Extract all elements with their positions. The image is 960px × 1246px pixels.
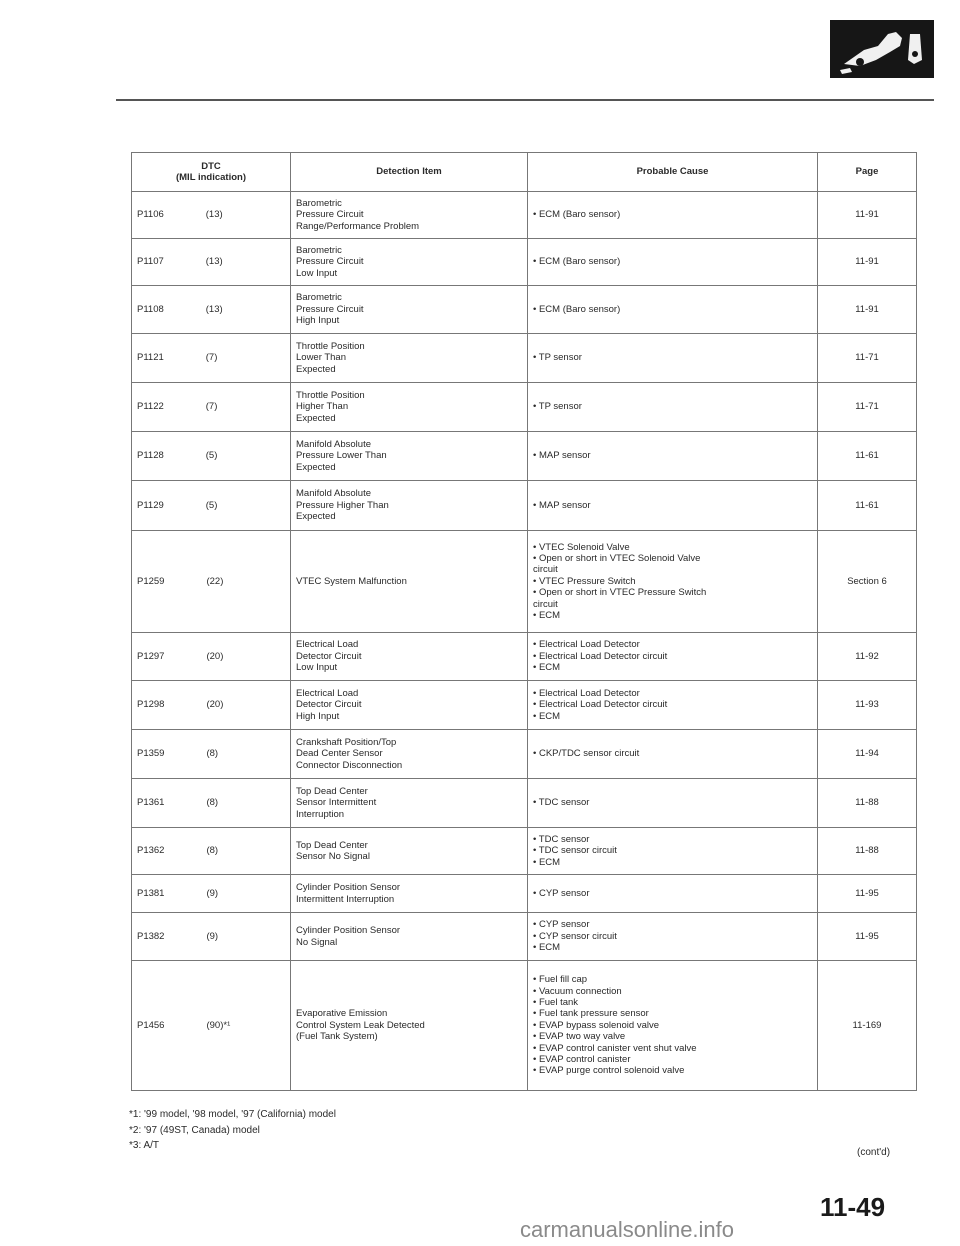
page-ref: 11-88: [818, 779, 917, 828]
table-row: [132, 913, 917, 961]
page-number: 11-49: [820, 1192, 886, 1222]
probable-cause: • Electrical Load Detector • Electrical Load Detector circuit • ECM: [528, 681, 818, 730]
mil-indication: (5): [205, 450, 218, 462]
table-row: [132, 383, 917, 432]
footnote: *1: '99 model, '98 model, '97 (California) model: [129, 1109, 336, 1120]
detection-item: Electrical Load Detector Circuit Low Input: [291, 633, 528, 681]
page-ref: 11-169: [818, 961, 917, 1091]
probable-cause: • MAP sensor: [528, 481, 818, 531]
probable-cause: • CYP sensor • CYP sensor circuit • ECM: [528, 913, 818, 961]
dtc-code: P1297: [137, 650, 165, 662]
dtc-cell: [132, 432, 291, 481]
probable-cause: • Fuel fill cap • Vacuum connection • Fuel tank • Fuel tank pressure sensor • EVAP bypass solenoid valve • EVAP two way valve • EVAP control canister vent shut valve • EVAP control canister • EVAP purge control solenoid valve: [528, 961, 818, 1091]
probable-cause: • TP sensor: [528, 334, 818, 383]
table-header-row: [132, 153, 917, 192]
dtc-code: P1121: [137, 352, 164, 364]
footnotes: [129, 1107, 336, 1154]
header-detection-item: Detection Item: [291, 153, 528, 192]
table-row: [132, 633, 917, 681]
watermark: carmanualsonline.info: [520, 1217, 735, 1242]
probable-cause: • VTEC Solenoid Valve • Open or short in VTEC Solenoid Valve circuit • VTEC Pressure Switch • Open or short in VTEC Pressure Switch circuit • ECM: [528, 531, 818, 633]
dtc-cell: [132, 730, 291, 779]
detection-item: Crankshaft Position/Top Dead Center Sensor Connector Disconnection: [291, 730, 528, 779]
dtc-cell: [132, 961, 291, 1091]
page-ref: 11-93: [818, 681, 917, 730]
detection-item: Manifold Absolute Pressure Higher Than Expected: [291, 481, 528, 531]
detection-item: VTEC System Malfunction: [291, 531, 528, 633]
table-row: [132, 779, 917, 828]
probable-cause: • TDC sensor: [528, 779, 818, 828]
mil-indication: (20): [206, 699, 224, 711]
table-row: [132, 481, 917, 531]
detection-item: Throttle Position Higher Than Expected: [291, 383, 528, 432]
detection-item: Cylinder Position Sensor No Signal: [291, 913, 528, 961]
page-ref: 11-95: [818, 875, 917, 913]
dtc-code: P1456: [137, 1019, 165, 1031]
page-ref: 11-91: [818, 286, 917, 334]
probable-cause: • ECM (Baro sensor): [528, 239, 818, 286]
table-row: [132, 432, 917, 481]
mil-indication: (9): [206, 887, 219, 899]
page-ref: Section 6: [818, 531, 917, 633]
probable-cause: • MAP sensor: [528, 432, 818, 481]
dtc-code: P1362: [137, 845, 165, 857]
dtc-cell: [132, 531, 291, 633]
dtc-cell: [132, 192, 291, 239]
dtc-cell: [132, 913, 291, 961]
dtc-code: P1259: [137, 575, 165, 587]
probable-cause: • TP sensor: [528, 383, 818, 432]
page-ref: 11-95: [818, 913, 917, 961]
probable-cause: • CYP sensor: [528, 875, 818, 913]
table-row: [132, 286, 917, 334]
probable-cause: • Electrical Load Detector • Electrical Load Detector circuit • ECM: [528, 633, 818, 681]
page-ref: 11-71: [818, 334, 917, 383]
table-row: [132, 828, 917, 875]
dtc-code: P1129: [137, 499, 164, 511]
footnote: *2: '97 (49ST, Canada) model: [129, 1124, 260, 1136]
mil-indication: (8): [206, 748, 219, 760]
table-row: [132, 961, 917, 1091]
dtc-code: P1107: [137, 256, 164, 268]
footnote: *3: A/T: [129, 1140, 160, 1151]
continued-label: (cont'd): [857, 1147, 891, 1158]
engine-icon: [830, 20, 934, 78]
dtc-code: P1122: [137, 401, 164, 413]
detection-item: Barometric Pressure Circuit Low Input: [291, 239, 528, 286]
detection-item: Top Dead Center Sensor Intermittent Interruption: [291, 779, 528, 828]
detection-item: Top Dead Center Sensor No Signal: [291, 828, 528, 875]
dtc-code: P1298: [137, 699, 165, 711]
dtc-code: P1359: [137, 748, 165, 760]
dtc-cell: [132, 681, 291, 730]
dtc-code: P1381: [137, 887, 165, 899]
probable-cause: • TDC sensor • TDC sensor circuit • ECM: [528, 828, 818, 875]
probable-cause: • ECM (Baro sensor): [528, 192, 818, 239]
mil-indication: (22): [206, 575, 224, 587]
detection-item: Manifold Absolute Pressure Lower Than Expected: [291, 432, 528, 481]
dtc-code: P1108: [137, 303, 164, 315]
page-ref: 11-91: [818, 192, 917, 239]
mil-indication: (8): [206, 845, 219, 857]
table-row: [132, 334, 917, 383]
detection-item: Cylinder Position Sensor Intermittent Interruption: [291, 875, 528, 913]
dtc-code: P1106: [137, 209, 164, 221]
dtc-cell: [132, 875, 291, 913]
detection-item: Electrical Load Detector Circuit High Input: [291, 681, 528, 730]
dtc-cell: [132, 239, 291, 286]
dtc-code: P1361: [137, 797, 165, 809]
table-row: [132, 730, 917, 779]
dtc-code: P1128: [137, 450, 164, 462]
page-ref: 11-91: [818, 239, 917, 286]
dtc-table: [131, 152, 917, 1091]
header-probable-cause: Probable Cause: [528, 153, 818, 192]
header-dtc: DTC (MIL indication): [132, 153, 291, 192]
page-ref: 11-61: [818, 432, 917, 481]
table-row: [132, 875, 917, 913]
page-ref: 11-88: [818, 828, 917, 875]
detection-item: Barometric Pressure Circuit Range/Performance Problem: [291, 192, 528, 239]
table-row: [132, 239, 917, 286]
dtc-cell: [132, 828, 291, 875]
mil-indication: (13): [205, 209, 223, 221]
mil-indication: (20): [206, 650, 224, 662]
mil-indication: (5): [205, 499, 218, 511]
mil-indication: (90)*¹: [206, 1019, 231, 1031]
probable-cause: • ECM (Baro sensor): [528, 286, 818, 334]
page-ref: 11-71: [818, 383, 917, 432]
page-ref: 11-61: [818, 481, 917, 531]
mil-indication: (9): [206, 930, 219, 942]
dtc-code: P1382: [137, 930, 165, 942]
mil-indication: (7): [205, 352, 218, 364]
dtc-cell: [132, 383, 291, 432]
mil-indication: (13): [205, 256, 223, 268]
table-row: [132, 192, 917, 239]
dtc-cell: [132, 481, 291, 531]
dtc-cell: [132, 633, 291, 681]
probable-cause: • CKP/TDC sensor circuit: [528, 730, 818, 779]
dtc-cell: [132, 334, 291, 383]
page-ref: 11-94: [818, 730, 917, 779]
dtc-cell: [132, 779, 291, 828]
page-ref: 11-92: [818, 633, 917, 681]
header-page: Page: [818, 153, 917, 192]
detection-item: Throttle Position Lower Than Expected: [291, 334, 528, 383]
dtc-cell: [132, 286, 291, 334]
table-row: [132, 681, 917, 730]
header-rule: [116, 99, 934, 101]
mil-indication: (8): [206, 797, 219, 809]
mil-indication: (7): [205, 401, 218, 413]
detection-item: Barometric Pressure Circuit High Input: [291, 286, 528, 334]
table-row: [132, 531, 917, 633]
mil-indication: (13): [205, 303, 223, 315]
detection-item: Evaporative Emission Control System Leak Detected (Fuel Tank System): [291, 961, 528, 1091]
